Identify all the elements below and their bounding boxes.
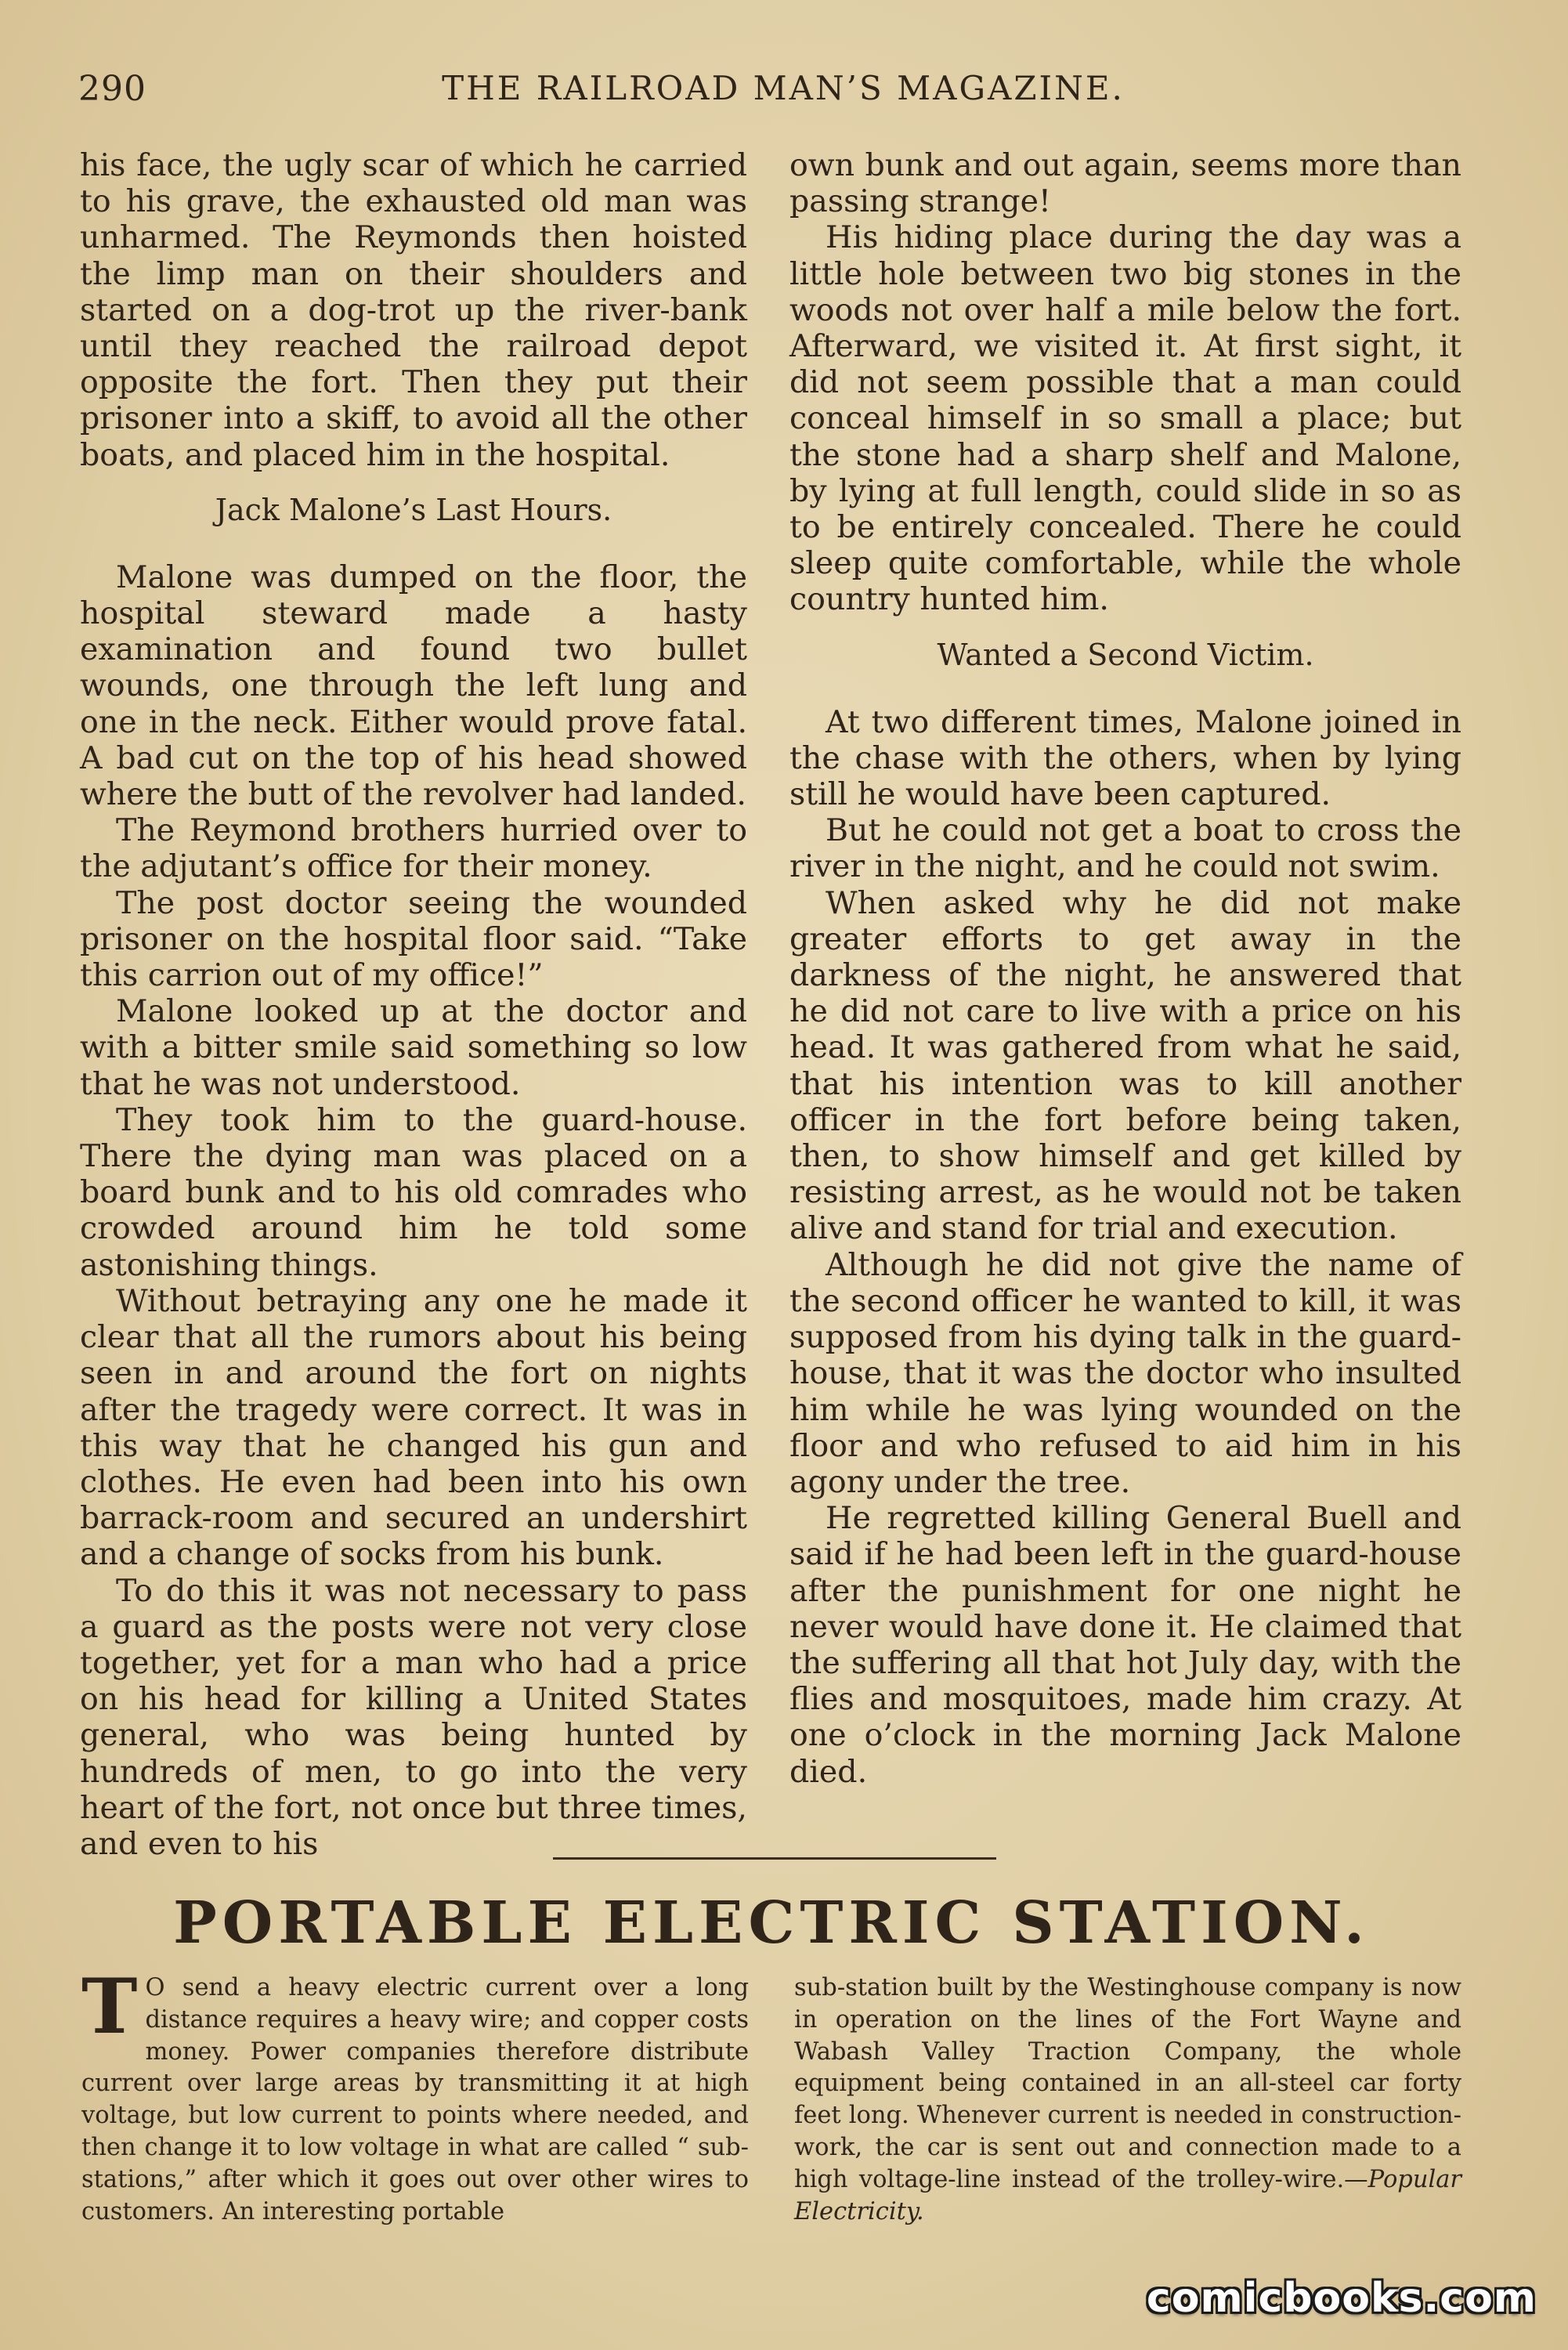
paragraph: The post doctor seeing the wounded prisoner on the hospital floor said. “Take this carrion out of my office!”: [80, 884, 747, 994]
section-heading: Jack Malone’s Last Hours.: [215, 492, 612, 527]
paragraph: Although he did not give the name of the second officer he wanted to kill, it was supposed from his dying talk in the guard-house, that it was the doctor who insulted him while he was lying wounded on the floor and who refused to aid him in his agony under the tree.: [789, 1246, 1461, 1500]
article-source: Popular Electricity.: [794, 2165, 1461, 2225]
left-column: [80, 147, 747, 1862]
paragraph: But he could not get a boat to cross the river in the night, and he could not swim.: [789, 812, 1461, 885]
paragraph: his face, the ugly scar of which he carried to his grave, the exhausted old man was unharmed. The Reymonds then hoisted the limp man on their shoulders and started on a dog-trot up the river-bank until they reached the railroad depot opposite the fort. Then they put their prisoner into a skiff, to avoid all the other boats, and placed him in the hospital.: [80, 147, 747, 473]
right-column: [789, 147, 1461, 1790]
article-text: O send a heavy electric current over a long distance requires a heavy wire; and copper costs money. Power companies therefore distribute current over large areas by transmitting it at high voltage, but low current to points where needed, and then change it to low voltage in what are called “ sub-stations,” after which it goes out over other wires to customers. An interesting portable: [81, 1974, 749, 2225]
paragraph: When asked why he did not make greater efforts to get away in the darkness of the night, he answered that he did not care to live with a price on his head. It was gathered from what he said, that his intention was to kill another officer in the fort before being taken, then, to show himself and get killed by resisting arrest, as he would not be taken alive and stand for trial and execution.: [789, 884, 1461, 1247]
drop-cap: T: [81, 1962, 138, 2051]
paragraph: He regretted killing General Buell and said if he had been left in the guard-house after the punishment for one night he never would have done it. He claimed that the suffering all that hot July day, with the flies and mosquitoes, made him crazy. At one o’clock in the morning Jack Malone died.: [789, 1500, 1461, 1790]
section-divider: [553, 1857, 996, 1860]
article-title: PORTABLE ELECTRIC STATION.: [173, 1889, 1370, 1957]
article-right-column: [794, 1972, 1461, 2228]
running-head: THE RAILROAD MAN’S MAGAZINE.: [442, 69, 1125, 107]
paragraph: Without betraying any one he made it clear that all the rumors about his being seen in and around the fort on nights after the tragedy were correct. It was in this way that he changed his gun and clothes. He even had been into his own barrack-room and secured an undershirt and a change of socks from his bunk.: [80, 1282, 747, 1573]
article-paragraph: [81, 1962, 749, 2228]
article-text: sub-station built by the Westinghouse company is now in operation on the lines of the Fort Wayne and Wabash Valley Traction Company, the whole equipment being contained in an all-steel car forty feet long. Whenever current is needed in construction-work, the car is sent out and connection made to a high voltage-line instead of the trolley-wire.—: [794, 1974, 1461, 2193]
article-left-column: [81, 1962, 749, 2228]
paragraph: Malone looked up at the doctor and with a bitter smile said something so low that he was not understood.: [80, 993, 747, 1102]
paragraph: own bunk and out again, seems more than passing strange!: [789, 147, 1461, 220]
paragraph: They took him to the guard-house. There the dying man was placed on a board bunk and to his old comrades who crowded around him he told some astonishing things.: [80, 1101, 747, 1283]
watermark-logo: comicbooks.com: [1146, 2275, 1537, 2322]
paragraph: To do this it was not necessary to pass a guard as the posts were not very close together, yet for a man who had a price on his head for killing a United States general, who was being hunted by hundreds of men, to go into the very heart of the fort, not once but three times, and even to his: [80, 1572, 747, 1862]
paragraph: The Reymond brothers hurried over to the adjutant’s office for their money.: [80, 812, 747, 885]
paragraph: Malone was dumped on the floor, the hospital steward made a hasty examination and found two bullet wounds, one through the left lung and one in the neck. Either would prove fatal. A bad cut on the top of his head showed where the butt of the revolver had landed.: [80, 559, 747, 813]
page-number: 290: [78, 69, 146, 109]
section-heading: Wanted a Second Victim.: [937, 637, 1314, 672]
article-paragraph: [794, 1972, 1461, 2228]
paragraph: At two different times, Malone joined in the chase with the others, when by lying still he would have been captured.: [789, 703, 1461, 813]
paragraph: His hiding place during the day was a little hole between two big stones in the woods not over half a mile below the fort. Afterward, we visited it. At first sight, it did not seem possible that a man could conceal himself in so small a place; but the stone had a sharp shelf and Malone, by lying at full length, could slide in so as to be entirely concealed. There he could sleep quite comfortable, while the whole country hunted him.: [789, 219, 1461, 618]
